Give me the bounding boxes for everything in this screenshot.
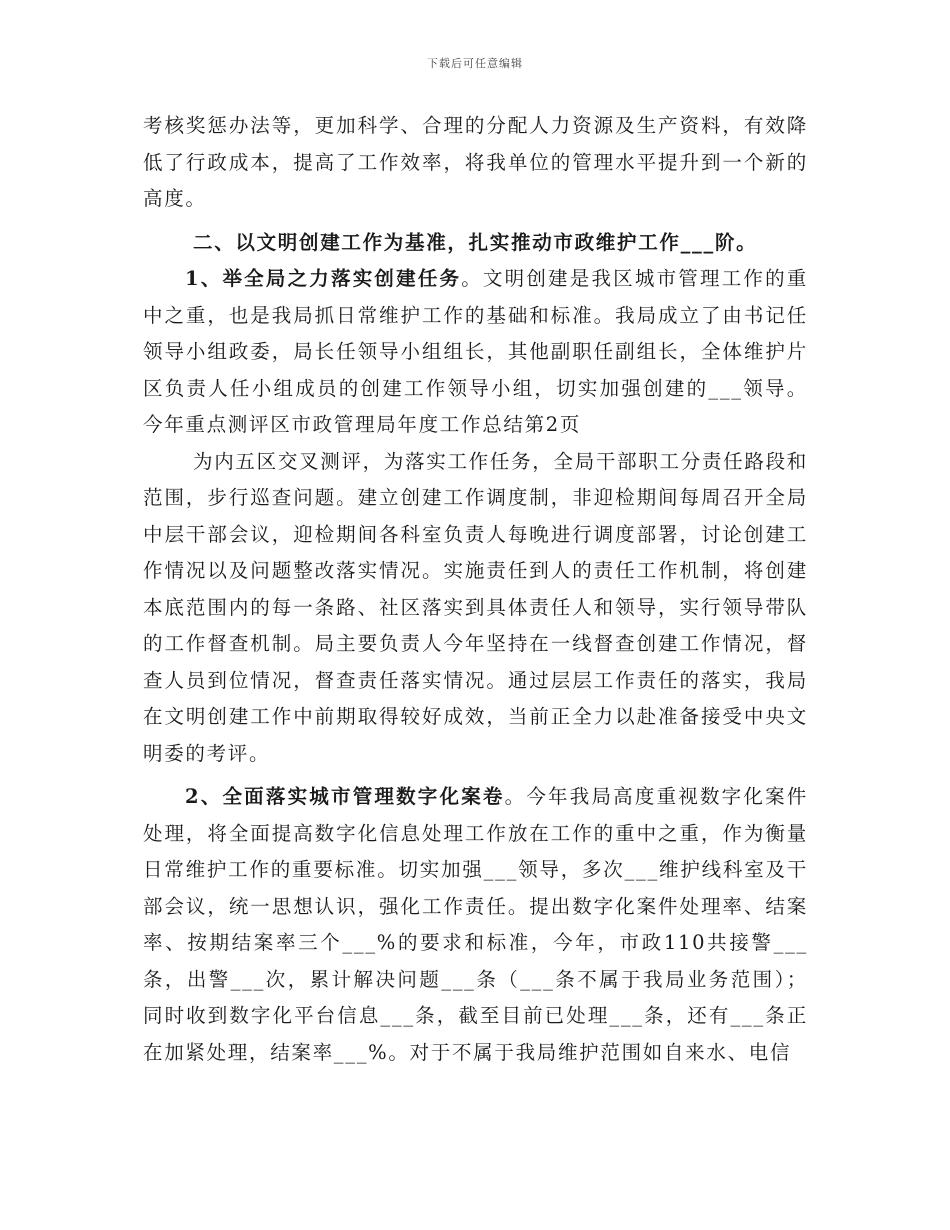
paragraph-item-2 bbox=[143, 779, 808, 1071]
paragraph-body bbox=[143, 444, 808, 773]
paragraph-text: 。文明创建是我区城市管理工作的重中之重，也是我局抓日常维护工作的基础和标准。我局成立了由书记任领导小组政委，局长任领导小组组长，其他副职任副组长，全体维护片区负责人任小组成员的创建工作领导小组，切实加强创建的___领导。今年重点测评区市政管理局年度工作总结第2页 bbox=[143, 267, 809, 436]
page-header: 下载后可任意编辑 bbox=[427, 57, 523, 70]
paragraph-item-1 bbox=[143, 261, 808, 444]
document-body bbox=[143, 108, 808, 1071]
paragraph-text: 为内五区交叉测评，为落实工作任务，全局干部职工分责任路段和范围，步行巡查问题。建立创建工作调度制，非迎检期间每周召开全局中层干部会议，迎检期间各科室负责人每晚进行调度部署，讨论创建工作情况以及问题整改落实情况。实施责任到人的责任工作机制，将创建本底范围内的每一条路、社区落实到具体责任人和领导，实行领导带队的工作督查机制。局主要负责人今年坚持在一线督查创建工作情况，督查人员到位情况，督查责任落实情况。通过层层工作责任的落实，我局在文明创建工作中前期取得较好成效，当前正全力以赴准备接受中央文明委的考评。 bbox=[143, 449, 808, 765]
item-1-heading: 1、举全局之力落实创建任务 bbox=[185, 267, 462, 290]
paragraph-text: 。今年我局高度重视数字化案件处理，将全面提高数字化信息处理工作放在工作的重中之重，作为衡量日常维护工作的重要标准。切实加强___领导，多次___维护线科室及干部会议，统一思想认识，强化工作责任。提出数字化案件处理率、结案率、按期结案率三个___%的要求和标准，今年，市政110共接警___条，出警___次，累计解决问题___条（___条不属于我局业务范围）；同时收到数字化平台信息___条，截至目前已处理___条，还有___条正在加紧处理，结案率___%。对于不属于我局维护范围如自来水、电信 bbox=[143, 785, 808, 1064]
section-heading-text: 二、以文明创建工作为基准，扎实推动市政维护工作___阶。 bbox=[193, 230, 758, 254]
item-2-heading: 2、全面落实城市管理数字化案卷 bbox=[185, 785, 505, 808]
paragraph-continuation bbox=[143, 108, 808, 218]
section-heading bbox=[143, 225, 808, 262]
paragraph-text: 考核奖惩办法等，更加科学、合理的分配人力资源及生产资料，有效降低了行政成本，提高了工作效率，将我单位的管理水平提升到一个新的高度。 bbox=[143, 114, 808, 210]
